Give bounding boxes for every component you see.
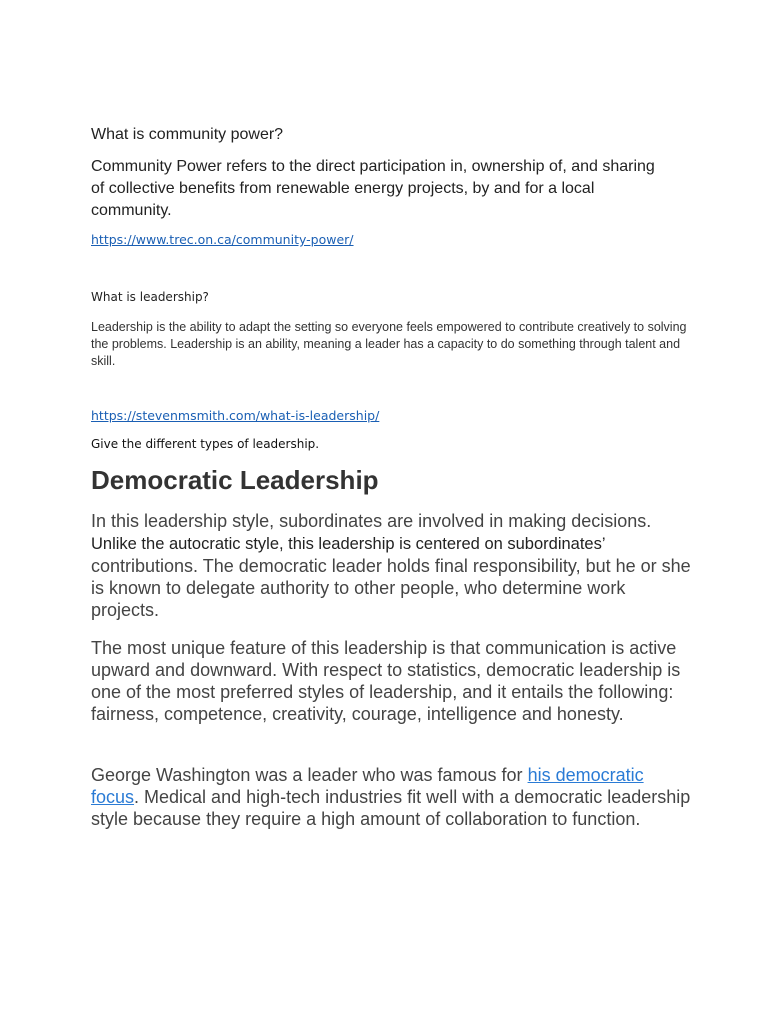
paragraph-democratic-3	[91, 764, 691, 830]
answer-leadership: Leadership is the ability to adapt the setting so everyone feels empowered to contribute creatively to solving the problems. Leadership is an ability, meaning a leader has a capacity to do something through talent and skill.	[91, 320, 687, 368]
link-democratic-focus[interactable]: his democratic focus	[91, 765, 644, 807]
paragraph-1-start: In this leadership style, subordinates are involved in making decisions.	[91, 511, 652, 531]
question-types-of-leadership: Give the different types of leadership.	[91, 437, 320, 451]
link-trec[interactable]: https://www.trec.on.ca/community-power/	[91, 232, 354, 247]
paragraph-democratic-2: The most unique feature of this leadership is that communication is active upward and downward. With respect to statistics, democratic leadership is one of the most preferred styles of leadership, and it entails the following: fairness, competence, creativity, courage, intelligence and honesty.	[91, 638, 681, 724]
question-community-power: What is community power?	[91, 126, 284, 143]
question-leadership: What is leadership?	[91, 290, 209, 304]
answer-community-power: Community Power refers to the direct participation in, ownership of, and sharing of collective benefits from renewable energy projects, by and for a local community.	[91, 158, 655, 219]
paragraph-democratic-1	[91, 510, 691, 621]
paragraph-1-bold: Unlike the autocratic style, this leadership is centered on subordinates’	[91, 535, 606, 553]
link-stevenmsmith[interactable]: https://stevenmsmith.com/what-is-leadership/	[91, 408, 380, 423]
paragraph-3-end: . Medical and high-tech industries fit well with a democratic leadership style because they require a high amount of collaboration to function.	[91, 787, 691, 829]
heading-democratic-leadership: Democratic Leadership	[91, 465, 379, 495]
paragraph-1-end: contributions. The democratic leader holds final responsibility, but he or she is known to delegate authority to other people, who determine work projects.	[91, 556, 691, 620]
paragraph-3-start: George Washington was a leader who was famous for	[91, 765, 528, 785]
